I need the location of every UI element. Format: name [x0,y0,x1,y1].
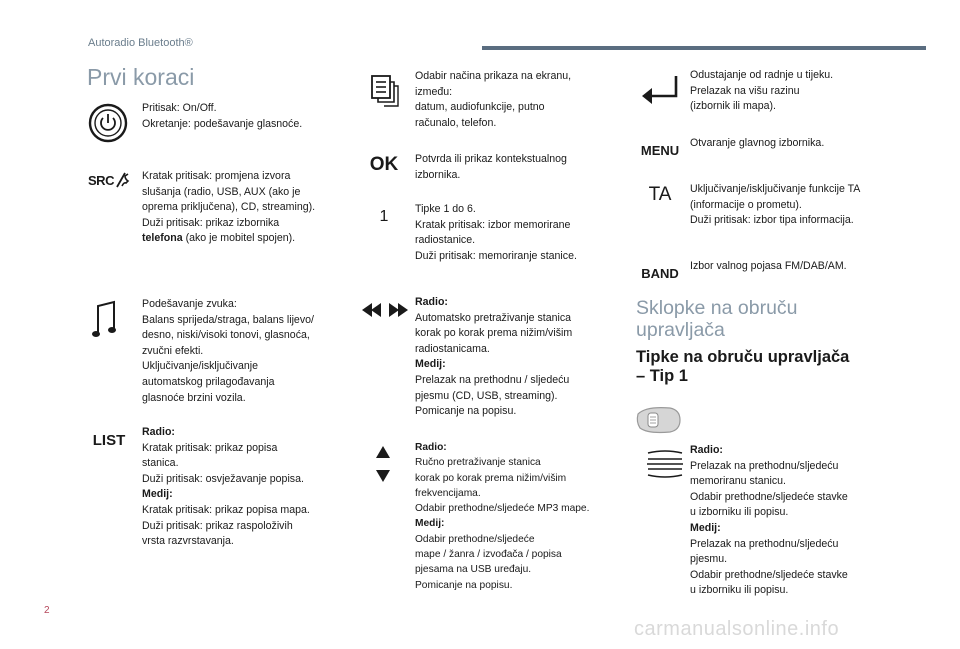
sound-description [142,297,352,406]
text-line: pjesama na USB uređaju. [415,564,532,576]
text-line: Balans sprijeda/straga, balans lijevo/ [142,313,314,326]
thumbwheel-description [690,443,890,599]
src-description [142,169,347,247]
text-line: Odustajanje od radnje u tijeku. [690,69,834,81]
text-line: mape / žanra / izvođača / popisa [415,549,562,561]
text-line: Prelazak na prethodnu / sljedeću [415,373,570,386]
text-line: Pomicanje na popisu. [415,405,517,418]
seek-description [415,295,615,420]
text-line: Potvrda ili prikaz kontekstualnog [415,153,567,165]
text-line: memoriranu stanicu. [690,475,786,488]
phone-icon [114,172,130,188]
text-line: vrsta razvrstavanja. [142,535,234,548]
text-line: korak po korak prema nižim/višim [415,327,573,340]
text-line: Odabir prethodne/sljedeće stavke [690,568,848,581]
src-phone-icon [86,171,132,189]
manual-tune-description [415,440,620,593]
text-line: Radio: [415,442,447,453]
ta-icon [644,183,676,207]
text-line: u izborniku ili popisu. [690,506,789,519]
band-icon-label: BAND [641,265,679,281]
section-title-prvi-koraci: Prvi koraci [87,64,195,90]
text-line: Pritisak: On/Off. [142,102,217,114]
text-line: Podešavanje zvuka: [142,298,237,310]
text-line: frekvencijama. [415,487,481,499]
text-line: radiostanice. [415,234,476,247]
text-line: pjesmu (CD, USB, streaming). [415,389,558,402]
steering-switch-icon [634,404,684,438]
text-line: Duži pritisak: osvježavanje popisa. [142,472,304,485]
text-line: pjesmu. [690,553,728,566]
back-arrow-icon [640,74,684,106]
text-line: Okretanje: podešavanje glasnoće. [142,117,303,130]
header-bar [482,46,926,50]
page-number: 2 [44,605,50,616]
preset-icon [372,207,396,227]
text-line: radiostanicama. [415,342,490,355]
text-line: oprema priključena), CD, streaming). [142,201,316,214]
text-line: Duži pritisak: prikaz izbornika [142,216,280,229]
text-bold: telefona [142,232,183,245]
text-line: Prelazak na prethodnu/sljedeću [690,459,839,472]
ok-icon [366,153,402,177]
text-line: Medij: [415,358,446,371]
text-line: u izborniku ili popisu. [690,584,789,597]
thumbwheel-icon [644,449,686,479]
text-line: Kratak pritisak: prikaz popisa mapa. [142,503,310,516]
text-line: (informacije o prometu). [690,198,802,211]
src-icon-label: SRC [88,172,114,188]
text-line: Medij: [690,521,721,534]
up-down-arrows-icon [374,446,392,482]
text-line: datum, audiofunkcije, putno [415,101,545,114]
power-knob-description [142,101,342,132]
back-description [690,68,890,115]
text-line: Uključivanje/isključivanje funkcije TA [690,183,861,195]
text-line: Prelazak na prethodnu/sljedeću [690,537,839,550]
list-icon [86,430,132,450]
power-knob-icon [88,103,128,143]
text-line: automatskog prilagođavanja [142,375,275,388]
menu-icon [636,141,684,159]
text-line: Medij: [142,488,173,501]
list-description [142,425,352,550]
text-line: izbornika. [415,168,461,181]
text-line: desno, niski/visoki tonovi, glasnoća, [142,329,310,342]
ok-description [415,152,615,183]
text-line: Duži pritisak: memoriranje stanice. [415,249,577,262]
text-line: Medij: [415,518,445,530]
text-line: Radio: [690,444,723,456]
text-line: Tipke 1 do 6. [415,203,476,215]
list-icon-label: LIST [92,431,126,449]
text-line: (ako je mobitel spojen). [182,232,296,245]
text-line: zvučni efekti. [142,344,204,357]
text-line: računalo, telefon. [415,116,497,129]
header-title: Autoradio Bluetooth® [88,37,193,49]
music-note-icon [92,300,120,340]
text-line: Pomicanje na popisu. [415,579,513,591]
text-line: Radio: [415,296,448,308]
text-line: slušanja (radio, USB, AUX (ako je [142,185,301,198]
text-line: Kratak pritisak: promjena izvora [142,170,291,182]
preset-description [415,202,615,264]
text-line: Izbor valnog pojasa FM/DAB/AM. [690,260,847,272]
ta-description [690,182,900,229]
section-subtitle-tipke: Tipke na obruču upravljača – Tip 1 [636,348,850,385]
text-line: Odabir prethodne/sljedeće MP3 mape. [415,503,590,515]
text-line: Duži pritisak: prikaz raspoloživih [142,519,293,532]
text-line: između: [415,85,453,98]
band-description [690,259,890,275]
ok-icon-label: OK [369,154,399,175]
text-line: Kratak pritisak: prikaz popisa [142,441,278,454]
text-line: Prelazak na višu razinu [690,84,800,97]
seek-arrows-icon [362,301,408,319]
text-line: (izbornik ili mapa). [690,100,776,113]
text-line: Uključivanje/isključivanje [142,360,258,373]
preset-icon-label: 1 [379,208,389,225]
text-line: Odabir prethodne/sljedeće stavke [690,490,848,503]
display-mode-icon [370,74,400,108]
text-line: glasnoće brzini vozila. [142,391,246,404]
text-line: Ručno pretraživanje stanica [415,457,541,469]
text-line: Duži pritisak: izbor tipa informacija. [690,214,854,227]
text-line: Odabir prethodne/sljedeće [415,533,535,545]
text-line: korak po korak prema nižim/višim [415,472,567,484]
band-icon [636,264,684,282]
ta-icon-label: TA [648,184,672,205]
text-line: Automatsko pretraživanje stanica [415,311,572,324]
menu-description [690,136,890,152]
text-line: Odabir načina prikaza na ekranu, [415,70,572,82]
text-line: Otvaranje glavnog izbornika. [690,137,825,149]
text-line: stanica. [142,457,179,470]
text-line: Radio: [142,426,175,438]
display-mode-description [415,69,615,131]
menu-icon-label: MENU [640,142,680,158]
text-line: Kratak pritisak: izbor memorirane [415,218,571,231]
watermark: carmanualsonline.info [634,618,840,640]
section-title-sklopke: Sklopke na obruču upravljača [636,297,798,341]
